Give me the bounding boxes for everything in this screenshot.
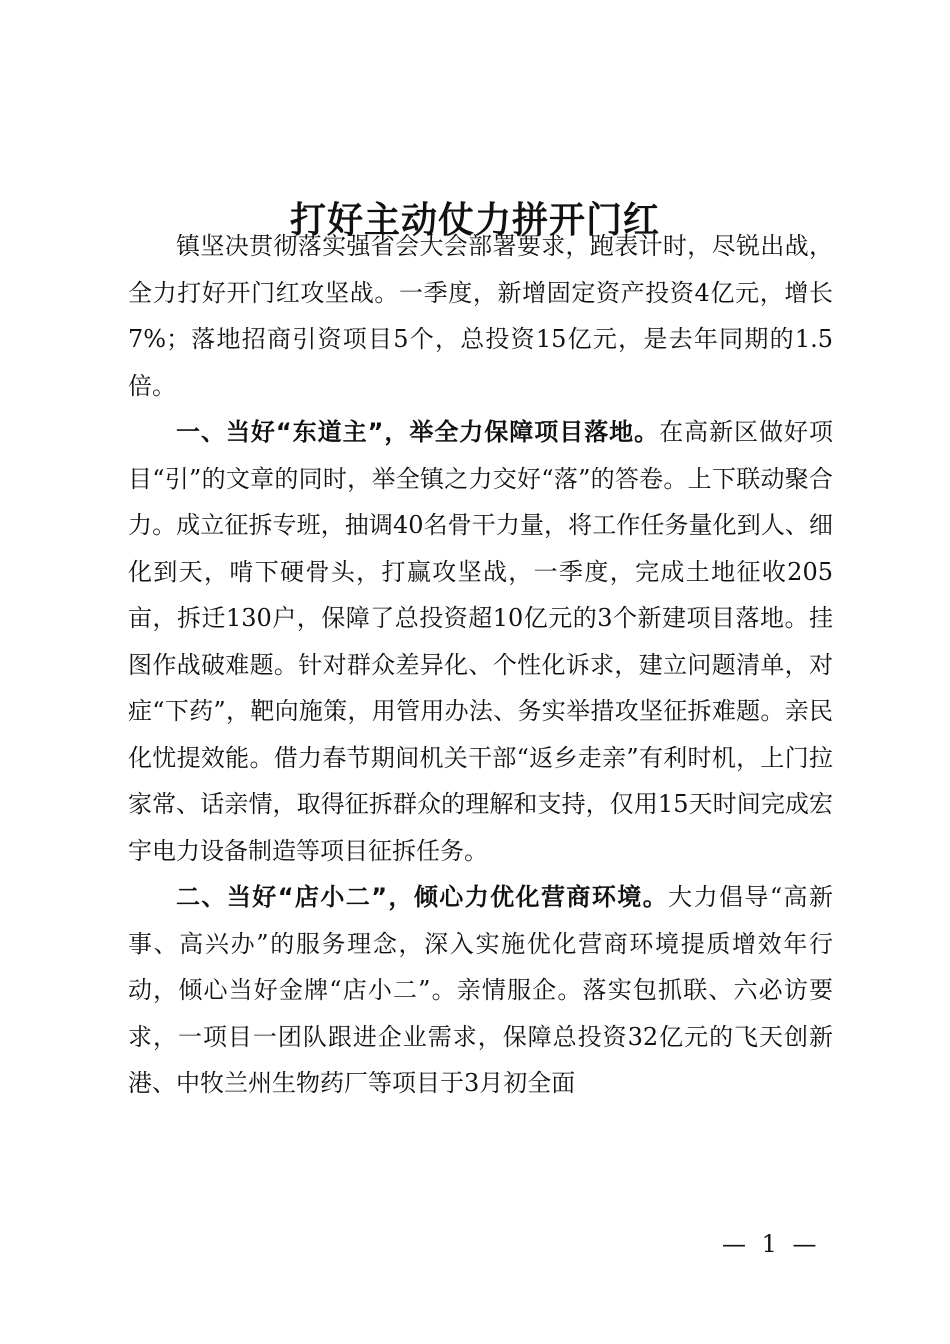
section-heading-two: 二、当好“店小二”，倾心力优化营商环境。: [176, 883, 669, 911]
document-title: 打好主动仗力拼开门红: [289, 199, 660, 242]
document-body: [128, 223, 833, 1107]
paragraph-intro: [128, 223, 833, 409]
paragraph-section-one: [128, 409, 833, 874]
paragraph-text: 大力倡导“高新事、高兴办”的服务理念，深入实施优化营商环境提质增效年行动，倾心当好金牌“店小二”。亲情服企。落实包抓联、六必访要求，一项目一团队跟进企业需求，保障总投资32亿元的飞天创新港、中牧兰州生物药厂等项目于3月初全面: [128, 883, 833, 1097]
paragraph-text: 在高新区做好项目“引”的文章的同时，举全镇之力交好“落”的答卷。上下联动聚合力。成立征拆专班，抽调40名骨干力量，将工作任务量化到人、细化到天，啃下硬骨头，打赢攻坚战，一季度，完成土地征收205亩，拆迁130户，保障了总投资超10亿元的3个新建项目落地。挂图作战破难题。针对群众差异化、个性化诉求，建立问题清单，对症“下药”，靶向施策，用管用办法、务实举措攻坚征拆难题。亲民化忧提效能。借力春节期间机关干部“返乡走亲”有利时机，上门拉家常、话亲情，取得征拆群众的理解和支持，仅用15天时间完成宏宇电力设备制造等项目征拆任务。: [128, 418, 833, 865]
paragraph-text: 镇坚决贯彻落实强省会大会部署要求，跑表计时，尽锐出战，全力打好开门红攻坚战。一季度，新增固定资产投资4亿元，增长7%；落地招商引资项目5个，总投资15亿元，是去年同期的1.5倍。: [128, 232, 833, 400]
section-heading-one: 一、当好“东道主”，举全力保障项目落地。: [176, 418, 660, 446]
page-number: — 1 —: [722, 1230, 821, 1258]
paragraph-section-two: [128, 874, 833, 1107]
